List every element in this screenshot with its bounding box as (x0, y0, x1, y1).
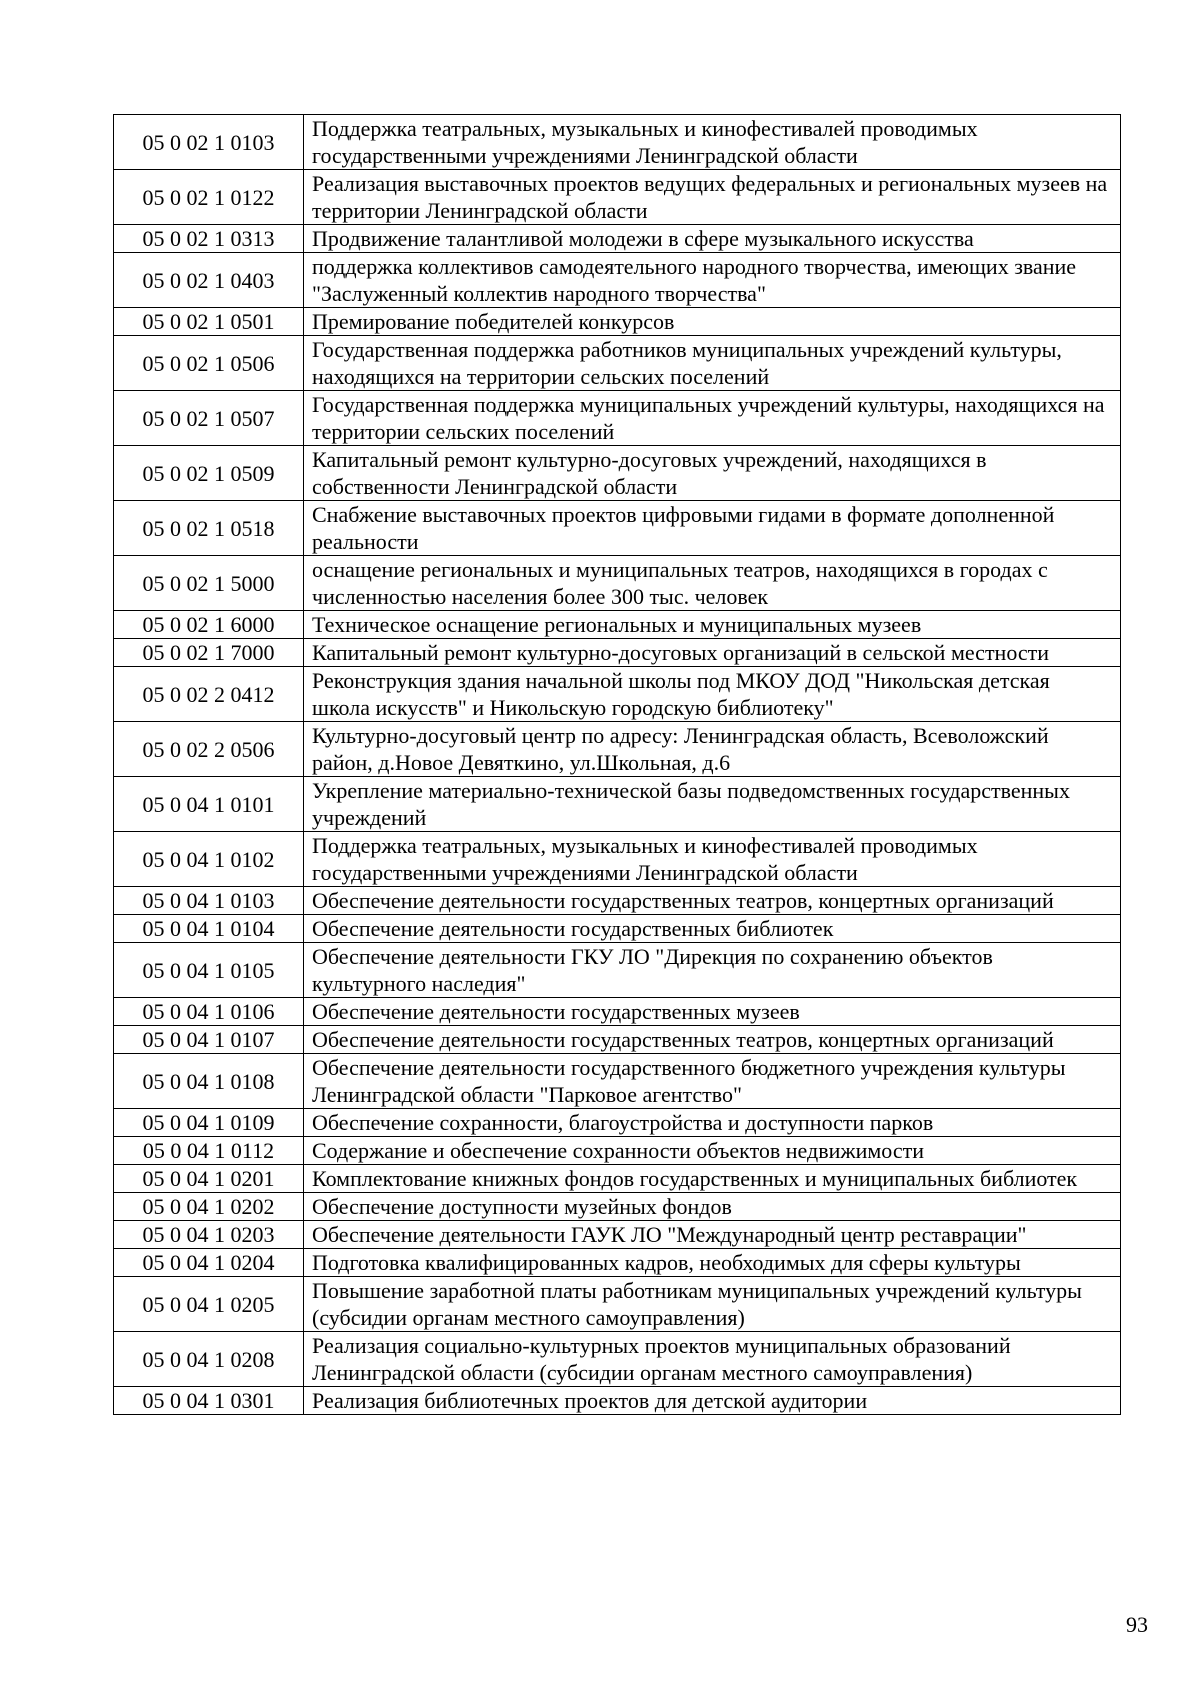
table-row (114, 1249, 1121, 1277)
table-row (114, 611, 1121, 639)
row-code: 05 0 04 1 0102 (114, 832, 304, 887)
row-code: 05 0 02 2 0506 (114, 722, 304, 777)
row-description: Повышение заработной платы работникам муниципальных учреждений культуры (субсидии органам местного самоуправления) (304, 1277, 1121, 1332)
row-code: 05 0 04 1 0108 (114, 1054, 304, 1109)
row-description: поддержка коллективов самодеятельного народного творчества, имеющих звание "Заслуженный коллектив народного творчества" (304, 253, 1121, 308)
row-description: Культурно-досуговый центр по адресу: Ленинградская область, Всеволожский район, д.Новое Девяткино, ул.Школьная, д.6 (304, 722, 1121, 777)
row-code: 05 0 04 1 0106 (114, 998, 304, 1026)
row-code: 05 0 02 1 6000 (114, 611, 304, 639)
row-code: 05 0 04 1 0201 (114, 1165, 304, 1193)
row-code: 05 0 04 1 0109 (114, 1109, 304, 1137)
row-description: Премирование победителей конкурсов (304, 308, 1121, 336)
table-row (114, 667, 1121, 722)
row-description: Снабжение выставочных проектов цифровыми гидами в формате дополненной реальности (304, 501, 1121, 556)
table-row (114, 915, 1121, 943)
table-row (114, 722, 1121, 777)
row-description: Поддержка театральных, музыкальных и кинофестивалей проводимых государственными учреждениями Ленинградской области (304, 832, 1121, 887)
row-code: 05 0 04 1 0104 (114, 915, 304, 943)
row-code: 05 0 04 1 0105 (114, 943, 304, 998)
table-row (114, 253, 1121, 308)
row-code: 05 0 02 1 0509 (114, 446, 304, 501)
table-row (114, 1332, 1121, 1387)
row-code: 05 0 04 1 0205 (114, 1277, 304, 1332)
table-row (114, 308, 1121, 336)
table-row (114, 1026, 1121, 1054)
row-code: 05 0 04 1 0107 (114, 1026, 304, 1054)
row-description: Обеспечение деятельности ГКУ ЛО "Дирекция по сохранению объектов культурного наследия" (304, 943, 1121, 998)
table-row (114, 998, 1121, 1026)
table-row (114, 225, 1121, 253)
row-description: Государственная поддержка работников муниципальных учреждений культуры, находящихся на территории сельских поселений (304, 336, 1121, 391)
row-code: 05 0 02 1 0313 (114, 225, 304, 253)
row-code: 05 0 02 1 0506 (114, 336, 304, 391)
table-row (114, 639, 1121, 667)
page-number: 93 (1126, 1612, 1148, 1637)
row-description: Продвижение талантливой молодежи в сфере музыкального искусства (304, 225, 1121, 253)
row-description: Обеспечение сохранности, благоустройства и доступности парков (304, 1109, 1121, 1137)
row-code: 05 0 04 1 0204 (114, 1249, 304, 1277)
row-code: 05 0 04 1 0103 (114, 887, 304, 915)
row-description: Капитальный ремонт культурно-досуговых организаций в сельской местности (304, 639, 1121, 667)
table-row (114, 777, 1121, 832)
row-description: Реконструкция здания начальной школы под МКОУ ДОД "Никольская детская школа искусств" и Никольскую городскую библиотеку" (304, 667, 1121, 722)
table-row (114, 336, 1121, 391)
table-row (114, 1109, 1121, 1137)
table-row (114, 1221, 1121, 1249)
row-description: Обеспечение деятельности государственного бюджетного учреждения культуры Ленинградской области "Парковое агентство" (304, 1054, 1121, 1109)
code-table-body (114, 115, 1121, 1415)
row-description: Укрепление материально-технической базы подведомственных государственных учреждений (304, 777, 1121, 832)
row-description: Реализация социально-культурных проектов муниципальных образований Ленинградской области (субсидии органам местного самоуправления) (304, 1332, 1121, 1387)
row-description: Поддержка театральных, музыкальных и кинофестивалей проводимых государственными учреждениями Ленинградской области (304, 115, 1121, 170)
table-row (114, 170, 1121, 225)
table-row (114, 115, 1121, 170)
table-row (114, 1193, 1121, 1221)
table-row (114, 832, 1121, 887)
table-row (114, 446, 1121, 501)
row-code: 05 0 02 1 0403 (114, 253, 304, 308)
row-description: Капитальный ремонт культурно-досуговых учреждений, находящихся в собственности Ленинградской области (304, 446, 1121, 501)
row-description: Государственная поддержка муниципальных учреждений культуры, находящихся на территории сельских поселений (304, 391, 1121, 446)
row-description: оснащение региональных и муниципальных театров, находящихся в городах с численностью населения более 300 тыс. человек (304, 556, 1121, 611)
row-code: 05 0 02 2 0412 (114, 667, 304, 722)
table-row (114, 1165, 1121, 1193)
code-table (113, 114, 1121, 1415)
table-row (114, 1387, 1121, 1415)
table-row (114, 943, 1121, 998)
row-code: 05 0 04 1 0202 (114, 1193, 304, 1221)
row-code: 05 0 02 1 0507 (114, 391, 304, 446)
table-row (114, 1054, 1121, 1109)
table-row (114, 501, 1121, 556)
row-code: 05 0 04 1 0203 (114, 1221, 304, 1249)
row-code: 05 0 02 1 0501 (114, 308, 304, 336)
table-row (114, 1137, 1121, 1165)
table-row (114, 391, 1121, 446)
table-row (114, 1277, 1121, 1332)
row-description: Реализация библиотечных проектов для детской аудитории (304, 1387, 1121, 1415)
row-code: 05 0 04 1 0301 (114, 1387, 304, 1415)
row-code: 05 0 04 1 0101 (114, 777, 304, 832)
row-description: Обеспечение деятельности государственных музеев (304, 998, 1121, 1026)
row-code: 05 0 04 1 0208 (114, 1332, 304, 1387)
row-description: Обеспечение доступности музейных фондов (304, 1193, 1121, 1221)
table-row (114, 887, 1121, 915)
row-description: Реализация выставочных проектов ведущих федеральных и региональных музеев на территории Ленинградской области (304, 170, 1121, 225)
row-description: Содержание и обеспечение сохранности объектов недвижимости (304, 1137, 1121, 1165)
row-description: Подготовка квалифицированных кадров, необходимых для сферы культуры (304, 1249, 1121, 1277)
table-row (114, 556, 1121, 611)
row-description: Обеспечение деятельности ГАУК ЛО "Международный центр реставрации" (304, 1221, 1121, 1249)
row-code: 05 0 02 1 0518 (114, 501, 304, 556)
row-code: 05 0 02 1 0122 (114, 170, 304, 225)
row-code: 05 0 02 1 0103 (114, 115, 304, 170)
row-description: Обеспечение деятельности государственных театров, концертных организаций (304, 1026, 1121, 1054)
row-code: 05 0 02 1 5000 (114, 556, 304, 611)
row-code: 05 0 04 1 0112 (114, 1137, 304, 1165)
row-description: Обеспечение деятельности государственных библиотек (304, 915, 1121, 943)
row-description: Техническое оснащение региональных и муниципальных музеев (304, 611, 1121, 639)
row-description: Обеспечение деятельности государственных театров, концертных организаций (304, 887, 1121, 915)
row-description: Комплектование книжных фондов государственных и муниципальных библиотек (304, 1165, 1121, 1193)
row-code: 05 0 02 1 7000 (114, 639, 304, 667)
